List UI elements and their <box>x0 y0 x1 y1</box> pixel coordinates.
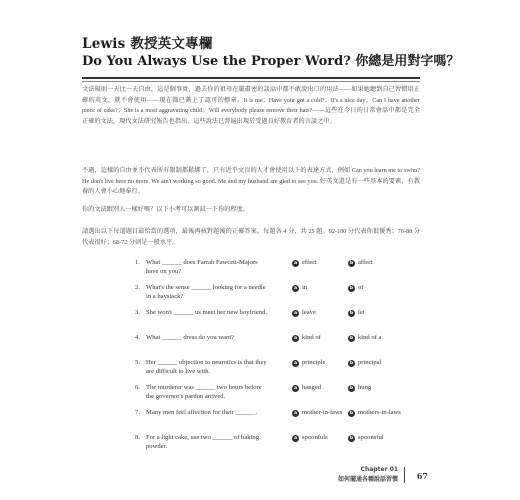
option-b-badge-icon: b <box>349 436 354 441</box>
option-b-badge-icon: b <box>349 261 354 266</box>
title-divider-thin <box>82 81 420 82</box>
option-a[interactable] <box>292 258 356 267</box>
question-number: 6. <box>135 384 140 391</box>
option-b[interactable] <box>348 258 412 267</box>
option-a[interactable] <box>292 358 356 367</box>
option-a-badge-icon: a <box>293 386 298 391</box>
option-a[interactable] <box>292 408 356 417</box>
option-a-badge-icon: a <box>293 311 298 316</box>
option-b-badge-icon: b <box>349 361 354 366</box>
option-b-label: hung <box>358 384 372 391</box>
question-number: 3. <box>135 309 140 316</box>
option-b-label: kind of a <box>358 334 382 341</box>
option-a-badge-icon: a <box>293 261 298 266</box>
question-text: For a light cake, use two ______ of baking powder. <box>146 434 259 450</box>
option-a-badge-icon: a <box>293 336 298 341</box>
question-text: The murderer was ______ two hours before the governor's pardon arrived. <box>146 384 262 400</box>
option-b-label: let <box>358 309 365 316</box>
option-a[interactable] <box>292 308 356 317</box>
option-a-badge-icon: a <box>293 411 298 416</box>
quiz-question <box>126 258 426 283</box>
footer-chapter: Chapter 01 <box>360 466 398 473</box>
option-b-label: of <box>358 284 364 291</box>
question-text: She won't ______ us meet her new boyfriend. <box>146 309 267 316</box>
option-a[interactable] <box>292 333 356 342</box>
option-a-label: principle <box>302 359 326 366</box>
footer-chapter-title: 如何擺通各種說話習慣 <box>337 476 398 483</box>
option-a-badge-icon: a <box>293 361 298 366</box>
option-a[interactable] <box>292 283 356 292</box>
option-a[interactable] <box>292 433 356 442</box>
option-b-badge-icon: b <box>349 286 354 291</box>
option-b-label: mothers-in-laws <box>358 409 401 416</box>
quiz-question <box>126 308 426 333</box>
option-b[interactable] <box>348 358 412 367</box>
option-b[interactable] <box>348 408 412 417</box>
paragraph-intro: 文法規則一天比一天自由，這是個事實，過去你的祖母在嚴肅密的談話中都不敢說出口的用法——如果她聽到自己習慣用正確的英文，就不會使用——現在都已蓋上了認可的標章。It is me；Have your got a cold?；It's a nice day。Can I have another piece of cake?；She is a most aggravating child。Will everybody please remove their hats?——這些在今日的日常會話中都是完全正確的文法，現代文法研究報告也指出，這些說法已普遍出現於受過良好教育者的言談之中。 <box>82 86 420 125</box>
article-title <box>82 36 460 70</box>
article-headline: Do You Always Use the Proper Word? 你總是用對字嗎？ <box>82 54 460 69</box>
option-b-label: spoonsful <box>358 434 384 441</box>
quiz-question <box>126 358 426 383</box>
title-divider <box>82 77 420 79</box>
question-number: 8. <box>135 434 140 441</box>
question-number: 4. <box>135 334 140 341</box>
question-text: What's the sense ______ looking for a needle in a haystack? <box>146 284 266 300</box>
quiz-question <box>126 383 426 408</box>
option-a-label: kind of <box>302 334 321 341</box>
question-text: What ______ dress do you want? <box>146 334 235 341</box>
footer-divider <box>404 467 405 483</box>
option-b-badge-icon: b <box>349 336 354 341</box>
option-a-label: effect <box>302 259 317 266</box>
option-b[interactable] <box>348 308 412 317</box>
column-title: Lewis 教授英文專欄 <box>82 36 213 52</box>
option-a-badge-icon: a <box>293 286 298 291</box>
option-a[interactable] <box>292 383 356 392</box>
option-b-badge-icon: b <box>349 411 354 416</box>
question-text: Many men feel affection for their ______. <box>146 409 258 416</box>
page-number: 67 <box>416 471 428 481</box>
option-b[interactable] <box>348 333 412 342</box>
option-b-badge-icon: b <box>349 386 354 391</box>
option-b-label: principal <box>358 359 382 366</box>
quiz-question <box>126 433 426 458</box>
question-number: 1. <box>135 259 140 266</box>
option-a-label: mother-in-laws <box>302 409 343 416</box>
option-b-label: affect <box>358 259 373 266</box>
quiz-question <box>126 408 426 433</box>
option-a-label: spoonfuls <box>302 434 328 441</box>
question-text: What ______ does Farrah Fawcett-Majors have on you? <box>146 259 258 275</box>
option-b-badge-icon: b <box>349 311 354 316</box>
option-b[interactable] <box>348 283 412 292</box>
question-number: 7. <box>135 409 140 416</box>
option-a-label: leave <box>302 309 316 316</box>
paragraph-instructions: 請選出以下每道題目最恰當的選項，最後再核對題後的正確答案。每題各 4 分，共 25 題。92-100 分代表你很優秀；76-88 分代表很好；68-72 分則是一般水平。 <box>82 228 420 246</box>
quiz-question <box>126 283 426 308</box>
option-a-label: in <box>302 284 308 291</box>
question-text: Her ______ objection to neurotics is that they are difficult to live with. <box>146 359 267 375</box>
question-number: 2. <box>135 284 140 291</box>
paragraph-question: 你的文法跟別人一樣好嗎？以下小考可以測試一下你的程度。 <box>82 206 250 213</box>
question-number: 5. <box>135 359 140 366</box>
option-b[interactable] <box>348 383 412 392</box>
option-b[interactable] <box>348 433 412 442</box>
option-a-label: hanged <box>302 384 322 391</box>
page-footer <box>318 466 438 490</box>
option-a-badge-icon: a <box>293 436 298 441</box>
quiz-question <box>126 333 426 358</box>
paragraph-limits: 不過，這樣的自由並不代表所有限制都鬆綁了，只有近乎文盲的人才會使用以下的表達方式，例如 Can you learn me to swim? He don't live here no more. We ain't working so good. Me and my husband are glad to see you. 好英文還是有一些基本的要素，有教養的人會小心地奉行。 <box>82 167 420 195</box>
quiz-list <box>126 258 426 458</box>
